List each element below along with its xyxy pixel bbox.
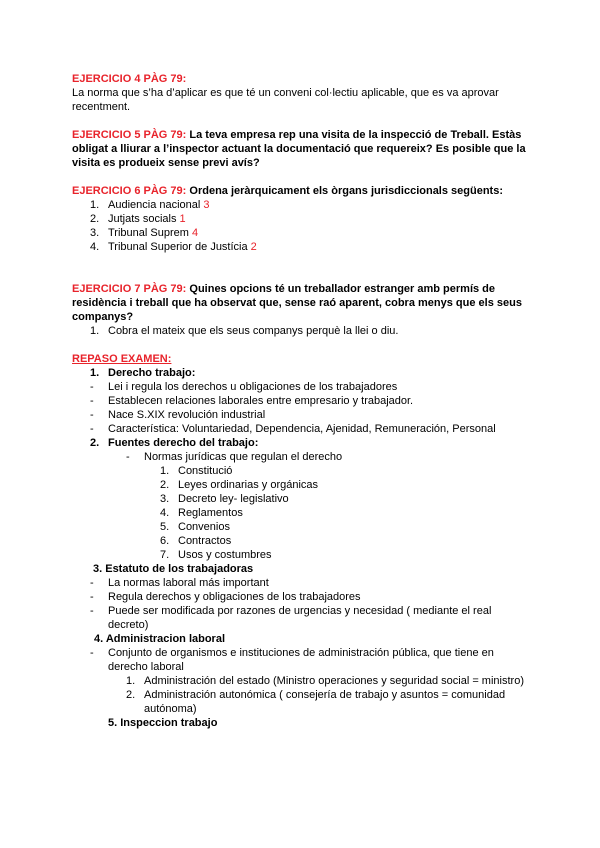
exercise-4 [72, 72, 532, 114]
list-item [72, 198, 532, 212]
review-title: REPASO EXAMEN: [72, 353, 172, 365]
dash-bullet: - [90, 647, 94, 659]
list-item [72, 464, 532, 478]
exercise-6-question: Ordena jeràrquicament els òrgans jurisdiccionals següents: [189, 185, 503, 197]
list-number: 2. [126, 689, 136, 701]
list-text: Contractos [178, 535, 232, 547]
list-number: 7. [160, 549, 170, 561]
list-text: Leyes ordinarias y orgánicas [178, 479, 319, 491]
list-text: Administración del estado (Ministro operaciones y seguridad social = ministro) [144, 675, 524, 687]
section-heading: 4. Administracion laboral [94, 633, 226, 645]
list-text: Convenios [178, 521, 230, 533]
list-number: 4. [160, 507, 170, 519]
section-title: Fuentes derecho del trabajo: [108, 437, 259, 449]
list-item [72, 240, 532, 254]
bullet-item [72, 590, 532, 604]
exercise-7-question: Quines opcions té un treballador estranger amb permís de residència i treball que ha observat que, sense raó aparent, cobra menys que els seus companys? [72, 283, 522, 323]
list-number: 1. [126, 675, 136, 687]
list-item [72, 688, 532, 716]
bullet-item [72, 646, 532, 674]
court-rank: 4 [191, 227, 199, 239]
exercise-7 [72, 282, 532, 338]
bullet-text: Normas jurídicas que regulan el derecho [144, 451, 343, 463]
exercise-6 [72, 184, 532, 254]
exercise-6-title: EJERCICIO 6 PÀG 79: [72, 185, 187, 197]
bullet-text: Establecen relaciones laborales entre empresario y trabajador. [108, 395, 414, 407]
exercise-7-answer: Cobra el mateix que els seus companys perquè la llei o diu. [108, 325, 399, 337]
bullet-text: Lei i regula los derechos u obligaciones de los trabajadores [108, 381, 398, 393]
bullet-item [72, 422, 532, 436]
list-number: 6. [160, 535, 170, 547]
bullet-text: Conjunto de organismos e instituciones de administración pública, que tiene en derecho laboral [108, 647, 494, 673]
exercise-7-text [72, 282, 532, 324]
section-heading: 5. Inspeccion trabajo [108, 717, 218, 729]
exercise-5 [72, 128, 532, 170]
dash-bullet: - [90, 409, 94, 421]
list-number: 1. [90, 367, 100, 379]
dash-bullet: - [90, 577, 94, 589]
list-number: 2. [160, 479, 170, 491]
list-number: 2. [90, 437, 100, 449]
court-name: Tribunal Superior de Justícia [108, 241, 248, 253]
court-name: Jutjats socials [108, 213, 177, 225]
list-text: Decreto ley- legislativo [178, 493, 289, 505]
exercise-4-title: EJERCICIO 4 PÀG 79: [72, 73, 187, 85]
bullet-text: La normas laboral más important [108, 577, 269, 589]
list-item [72, 492, 532, 506]
document-page [72, 72, 532, 730]
list-item [72, 548, 532, 562]
bullet-text: Puede ser modificada por razones de urgencias y necesidad ( mediante el real decreto) [108, 605, 492, 631]
list-text: Constitució [178, 465, 233, 477]
bullet-text: Regula derechos y obligaciones de los trabajadores [108, 591, 361, 603]
bullet-item [72, 380, 532, 394]
bullet-item [72, 576, 532, 590]
list-item [72, 520, 532, 534]
bullet-item [72, 450, 532, 464]
dash-bullet: - [126, 451, 130, 463]
dash-bullet: - [90, 605, 94, 617]
list-number: 4. [90, 241, 100, 253]
list-number: 3. [90, 227, 100, 239]
section-heading: 3. Estatuto de los trabajadoras [93, 563, 254, 575]
list-item [72, 324, 532, 338]
list-text: Usos y costumbres [178, 549, 272, 561]
dash-bullet: - [90, 591, 94, 603]
section-heading [72, 436, 532, 450]
section-heading [72, 366, 532, 380]
exercise-4-answer: La norma que s’ha d’aplicar es que té un conveni col·lectiu aplicable, que es va aprovar recentment. [72, 87, 499, 113]
bullet-item [72, 394, 532, 408]
court-rank: 3 [203, 199, 210, 211]
list-item [72, 478, 532, 492]
court-name: Tribunal Suprem [108, 227, 189, 239]
list-text: Reglamentos [178, 507, 243, 519]
list-number: 2. [90, 213, 100, 225]
dash-bullet: - [90, 423, 94, 435]
list-item [72, 226, 532, 240]
list-item [72, 212, 532, 226]
court-rank: 2 [250, 241, 257, 253]
list-item [72, 534, 532, 548]
bullet-text: Característica: Voluntariedad, Dependencia, Ajenidad, Remuneración, Personal [108, 423, 496, 435]
exercise-5-question: La teva empresa rep una visita de la inspecció de Treball. Estàs obligat a lliurar a l’inspector actuant la documentació que requereix? Es posible que la visita es produeix sense previ avís? [72, 129, 526, 169]
list-item [72, 506, 532, 520]
exercise-5-title: EJERCICIO 5 PÀG 79: [72, 129, 187, 141]
list-number: 1. [90, 325, 100, 337]
list-text: Administración autonómica ( consejería de trabajo y asuntos = comunidad autónoma) [144, 689, 506, 715]
bullet-item [72, 408, 532, 422]
list-number: 1. [160, 465, 170, 477]
review-section [72, 352, 532, 730]
list-number: 3. [160, 493, 170, 505]
dash-bullet: - [90, 381, 94, 393]
bullet-text: Nace S.XIX revolución industrial [108, 409, 266, 421]
court-rank: 1 [179, 213, 186, 225]
list-number: 1. [90, 199, 100, 211]
dash-bullet: - [90, 395, 94, 407]
exercise-6-text [72, 184, 532, 198]
bullet-item [72, 604, 532, 632]
list-number: 5. [160, 521, 170, 533]
exercise-5-text [72, 128, 532, 170]
court-name: Audiencia nacional [108, 199, 201, 211]
list-item [72, 674, 532, 688]
exercise-7-title: EJERCICIO 7 PÀG 79: [72, 283, 187, 295]
section-title: Derecho trabajo: [108, 367, 196, 379]
